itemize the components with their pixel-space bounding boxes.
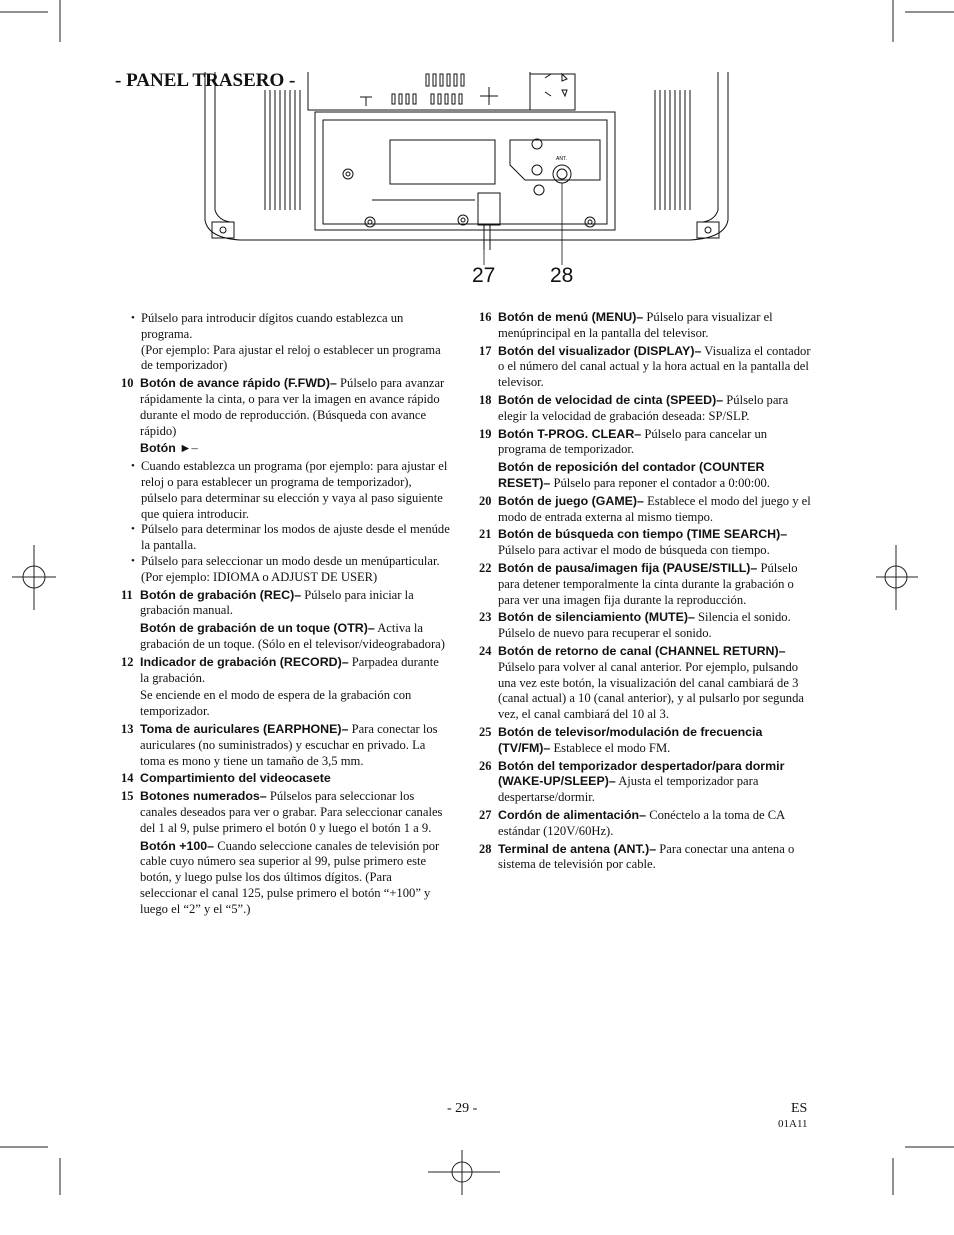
list-item-12: 12 Indicador de grabación (RECORD)– Parpadea durante la grabación. <box>121 654 439 685</box>
list-item-17: 17 Botón del visualizador (DISPLAY)– Visualiza el contador o el número del canal actual y la hora actual en la pantalla del televisor. <box>479 343 811 390</box>
ant-label: ANT. <box>556 156 567 162</box>
list-item-21: 21 Botón de búsqueda con tiempo (TIME SEARCH)– Púlselo para activar el modo de búsqueda con tiempo. <box>479 527 788 558</box>
list-item: • Cuando establezca un programa (por ejemplo: para ajustar el reloj o para establecer un programa de temporizador), púlselo para determinar su elección y vaya al paso siguiente que quiera introducir. <box>131 459 451 522</box>
list-item-18: 18 Botón de velocidad de cinta (SPEED)– Púlselo para elegir la velocidad de grabación deseada: SP/SLP. <box>479 392 789 423</box>
play-button-heading: Botón ► <box>140 441 192 456</box>
list-item: • Púlselo para introducir dígitos cuando establezca un programa. <box>131 311 451 343</box>
left-column: • Púlselo para introducir dígitos cuando establezca un programa. (Por ejemplo: Para ajustar el reloj o establecer un programa de temporizador) 10 Botón de avance rápido (F.FWD)– Púlselo para avanzar rápidamente la cinta, o para ver la imagen en avance rápido durante el modo de reproducción. (Búsqueda con avance rápido) Botón ►– • Cuando establezca un programa (por ejemplo: para ajustar el reloj o para establecer un programa de temporizador), púlselo para determinar su elección y vaya al paso siguiente que quiera introducir. • Púlselo para determinar los modos de ajuste desde el menúde la pantalla. • Púlselo para seleccionar un modo desde un menúparticular. (Por ejemplo: IDIOMA o ADJUST DE USER) 11 Botón de grabación (REC)– Púlselo para iniciar la grabación manual. Botón de grabación de un toque (OTR)– Activa la grabación de un toque. (Sólo en el televisor/videograbadora) 12 Indicador de grabación (RECORD)– Parpadea durante la grabación. Se enciende en el modo de espera de la grabación con temporizador. 13 Toma de auriculares (EARPHONE)– Para conectar los auriculares (no suministrados) y escuchar en privado. La toma es mono y tiene un tamaño de 3,5 mm. 14 Compartimiento del videocasete 15 Botones numerados– Púlselos para seleccionar los canales deseados para ver o grabar. Para seleccionar canales del 1 al 9, pulse primero el botón 0 y luego el botón 1 a 9. Botón +100– Cuando seleccione canales de televisión por cable cuyo número sea superior al 99, pulse primero este botón, y luego pulse los dos últimos dígitos. (Para seleccionar el canal 125, pulse primero el botón “+100” y luego el “2” y el “5”.) <box>121 310 451 919</box>
list-item-16: 16 Botón de menú (MENU)– Púlselo para visualizar el menúprincipal en la pantalla del televisor. <box>479 310 773 340</box>
list-item-25: 25 Botón de televisor/modulación de frecuencia (TV/FM)– Establece el modo FM. <box>479 724 763 755</box>
list-item-19: 19 Botón T-PROG. CLEAR– Púlselo para cancelar un programa de temporizador. <box>479 426 768 457</box>
list-item-22: 22 Botón de pausa/imagen fija (PAUSE/STILL)– Púlselo para detener temporalmente la cinta durante la grabación o para ver una imagen fija durante la reproducción. <box>479 560 798 607</box>
language-code: ES <box>791 1101 808 1116</box>
list-item-11: 11 Botón de grabación (REC)– Púlselo para iniciar la grabación manual. <box>121 587 414 618</box>
list-item-28: 28 Terminal de antena (ANT.)– Para conectar una antena o sistema de televisión por cable. <box>479 841 795 872</box>
list-item-20: 20 Botón de juego (GAME)– Establece el modo del juego y el modo de entrada externa al mismo tiempo. <box>479 493 811 524</box>
list-item-27: 27 Cordón de alimentación– Conéctelo a la toma de CA estándar (120V/60Hz). <box>479 807 785 838</box>
list-item-14: 14 Compartimiento del videocasete <box>121 771 331 786</box>
rear-panel-diagram <box>200 70 740 270</box>
list-item-13: 13 Toma de auriculares (EARPHONE)– Para conectar los auriculares (no suministrados) y escuchar en privado. La toma es mono y tiene un tamaño de 3,5 mm. <box>121 721 438 768</box>
page-number: - 29 - <box>447 1101 478 1116</box>
document-code: 01A11 <box>778 1118 808 1130</box>
page-title: - PANEL TRASERO - <box>115 70 296 91</box>
callout-28: 28 <box>550 264 574 287</box>
list-item-26: 26 Botón del temporizador despertador/para dormir (WAKE-UP/SLEEP)– Ajusta el temporizador para despertarse/dormir. <box>479 758 785 805</box>
list-item: • Púlselo para seleccionar un modo desde un menúparticular. <box>131 554 451 570</box>
list-item-23: 23 Botón de silenciamiento (MUTE)– Silencia el sonido. Púlselo de nuevo para recuperar el sonido. <box>479 610 791 641</box>
left-vents <box>265 90 300 210</box>
right-column: 16 Botón de menú (MENU)– Púlselo para visualizar el menúprincipal en la pantalla del televisor. 17 Botón del visualizador (DISPLAY)– Visualiza el contador o el número del canal actual y la hora actual en la pantalla del televisor. 18 Botón de velocidad de cinta (SPEED)– Púlselo para elegir la velocidad de grabación deseada: SP/SLP. 19 Botón T-PROG. CLEAR– Púlselo para cancelar un programa de temporizador. Botón de reposición del contador (COUNTER RESET)– Púlselo para reponer el contador a 0:00:00. 20 Botón de juego (GAME)– Establece el modo del juego y el modo de entrada externa al mismo tiempo. 21 Botón de búsqueda con tiempo (TIME SEARCH)– Púlselo para activar el modo de búsqueda con tiempo. 22 Botón de pausa/imagen fija (PAUSE/STILL)– Púlselo para detener temporalmente la cinta durante la grabación o para ver una imagen fija durante la reproducción. 23 Botón de silenciamiento (MUTE)– Silencia el sonido. Púlselo de nuevo para recuperar el sonido. 24 Botón de retorno de canal (CHANNEL RETURN)– Púlselo para volver al canal anterior. Por ejemplo, pulsando una vez este botón, la visualización del canal cambiará de 3 (canal actual) a 10 (canal anterior), y al pulsarlo por segunda vez, el canal cambiará del 10 al 3. 25 Botón de televisor/modulación de frecuencia (TV/FM)– Establece el modo FM. 26 Botón del temporizador despertador/para dormir (WAKE-UP/SLEEP)– Ajusta el temporizador para despertarse/dormir. 27 Cordón de alimentación– Conéctelo a la toma de CA estándar (120V/60Hz). 28 Terminal de antena (ANT.)– Para conectar una antena o sistema de televisión por cable. <box>479 310 811 872</box>
list-item-10: 10 Botón de avance rápido (F.FWD)– Púlselo para avanzar rápidamente la cinta, o para ver la imagen en avance rápido durante el modo de reproducción. (Búsqueda con avance rápido) <box>121 376 445 438</box>
list-item: • Púlselo para determinar los modos de ajuste desde el menúde la pantalla. <box>131 522 451 554</box>
list-item-24: 24 Botón de retorno de canal (CHANNEL RETURN)– Púlselo para volver al canal anterior. Por ejemplo, pulsando una vez este botón, la visualización del canal cambiará de 3 (canal actual) a 10 (canal anterior), y al pulsarlo por segunda vez, el canal cambiará del 10 al 3. <box>479 643 804 722</box>
list-item-15: 15 Botones numerados– Púlselos para seleccionar los canales deseados para ver o grabar. Para seleccionar canales del 1 al 9, pulse primero el botón 0 y luego el botón 1 a 9. <box>121 789 443 835</box>
callout-27: 27 <box>472 264 496 287</box>
